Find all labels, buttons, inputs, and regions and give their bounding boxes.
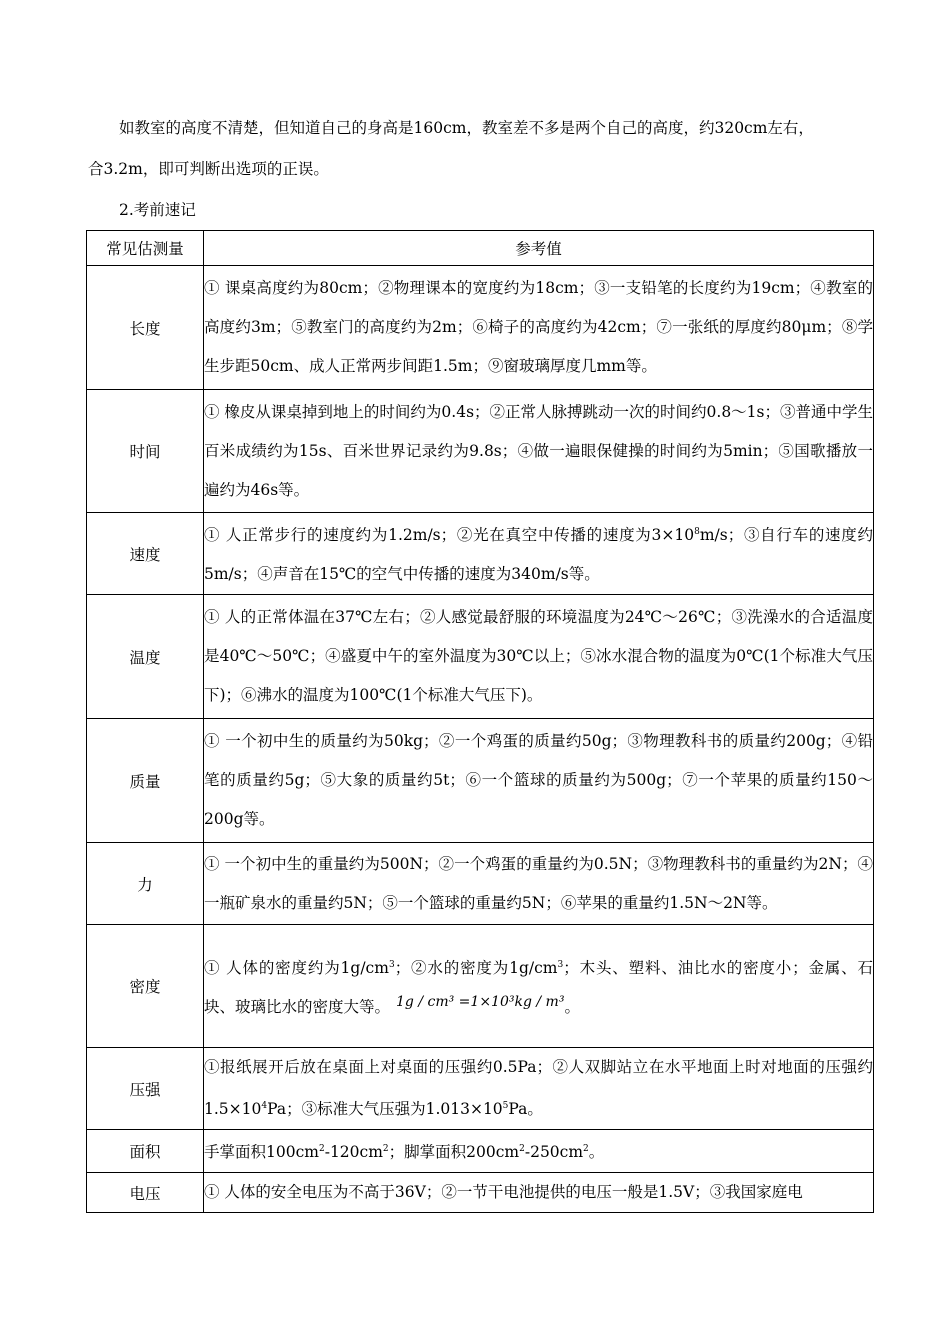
row-value-area: 手掌面积$100cm^2-120cm^2$；脚掌面积$200cm^2-250cm^2$。 (204, 1130, 874, 1173)
row-value-length: ① 课桌高度约为80cm；②物理课本的宽度约为18cm；③一支铅笔的长度约为19cm；④教室的高度约3m；⑤教室门的高度约为2m；⑥椅子的高度约为42cm；⑦一张纸的厚度约80μm；⑧学生步距50cm、成人正常两步间距1.5m；⑨窗玻璃厚度几mm等。 (204, 266, 874, 390)
table-row (87, 719, 874, 843)
row-label-time: 时间 (87, 390, 204, 513)
row-value-pressure: ①报纸展开后放在桌面上对桌面的压强约0.5Pa；②人双脚站立在水平地面上时对地面的压强约$1.5\times 10^4Pa$；③标准大气压强为$1.013\times 10^5Pa$。 (204, 1048, 874, 1130)
row-value-voltage: ① 人体的安全电压为不高于36V；②一节干电池提供的电压一般是1.5V；③我国家庭电 (204, 1173, 874, 1213)
row-label-mass: 质量 (87, 719, 204, 843)
intro-line-1: 如教室的高度不清楚，但知道自己的身高是160cm，教室差不多是两个自己的高度，约320cm左右， (119, 119, 814, 137)
section-heading: 2.考前速记 (119, 201, 196, 219)
density-conversion-formula: 1g / cm³ =1×10³kg / m³ (396, 994, 565, 1011)
table-row (87, 1173, 874, 1213)
row-value-mass: ① 一个初中生的质量约为50kg；②一个鸡蛋的质量约50g；③物理教科书的质量约200g；④铅笔的质量约5g；⑤大象的质量约5t；⑥一个篮球的质量约为500g；⑦一个苹果的质量约150～200g等。 (204, 719, 874, 843)
row-value-force: ① 一个初中生的重量约为500N；②一个鸡蛋的重量约为0.5N；③物理教科书的重量约为2N；④一瓶矿泉水的重量约5N；⑤一个篮球的重量约5N；⑥苹果的重量约1.5N～2N等。 (204, 843, 874, 925)
header-quantity: 常见估测量 (87, 231, 204, 266)
row-label-temperature: 温度 (87, 595, 204, 719)
intro-line-2: 合3.2m，即可判断出选项的正误。 (88, 160, 329, 178)
table-header-row (87, 231, 874, 266)
row-label-force: 力 (87, 843, 204, 925)
row-value-temperature: ① 人的正常体温在37℃左右；②人感觉最舒服的环境温度为24℃～26℃；③洗澡水的合适温度是40℃～50℃；④盛夏中午的室外温度为30℃以上；⑤冰水混合物的温度为0℃(1个标准大气压下)；⑥沸水的温度为100℃(1个标准大气压下)。 (204, 595, 874, 719)
table-row (87, 595, 874, 719)
row-label-voltage: 电压 (87, 1173, 204, 1213)
table-row (87, 513, 874, 595)
row-label-speed: 速度 (87, 513, 204, 595)
row-label-length: 长度 (87, 266, 204, 390)
table-row (87, 1048, 874, 1130)
reference-table (86, 230, 874, 1213)
row-label-area: 面积 (87, 1130, 204, 1173)
row-value-density: ① 人体的密度约为$1g/cm^3$；②水的密度为$1g/cm^3$；木头、塑料、油比水的密度小；金属、石块、玻璃比水的密度大等。 1g / cm³ =1×10³kg / m³。 (204, 925, 874, 1048)
table-row (87, 390, 874, 513)
table-row (87, 843, 874, 925)
row-value-time: ① 橡皮从课桌掉到地上的时间约为0.4s；②正常人脉搏跳动一次的时间约0.8～1s；③普通中学生百米成绩约为15s、百米世界记录约为9.8s；④做一遍眼保健操的时间约为5min；⑤国歌播放一遍约为46s等。 (204, 390, 874, 513)
row-label-density: 密度 (87, 925, 204, 1048)
row-label-pressure: 压强 (87, 1048, 204, 1130)
intro-paragraph (88, 114, 878, 183)
header-reference-value: 参考值 (204, 231, 874, 266)
table-row (87, 925, 874, 1048)
table-row (87, 266, 874, 390)
table-row (87, 1130, 874, 1173)
row-value-speed: ① 人正常步行的速度约为1.2m/s；②光在真空中传播的速度为$3\times 10^8m/s$；③自行车的速度约5m/s；④声音在15℃的空气中传播的速度为340m/s等。 (204, 513, 874, 595)
